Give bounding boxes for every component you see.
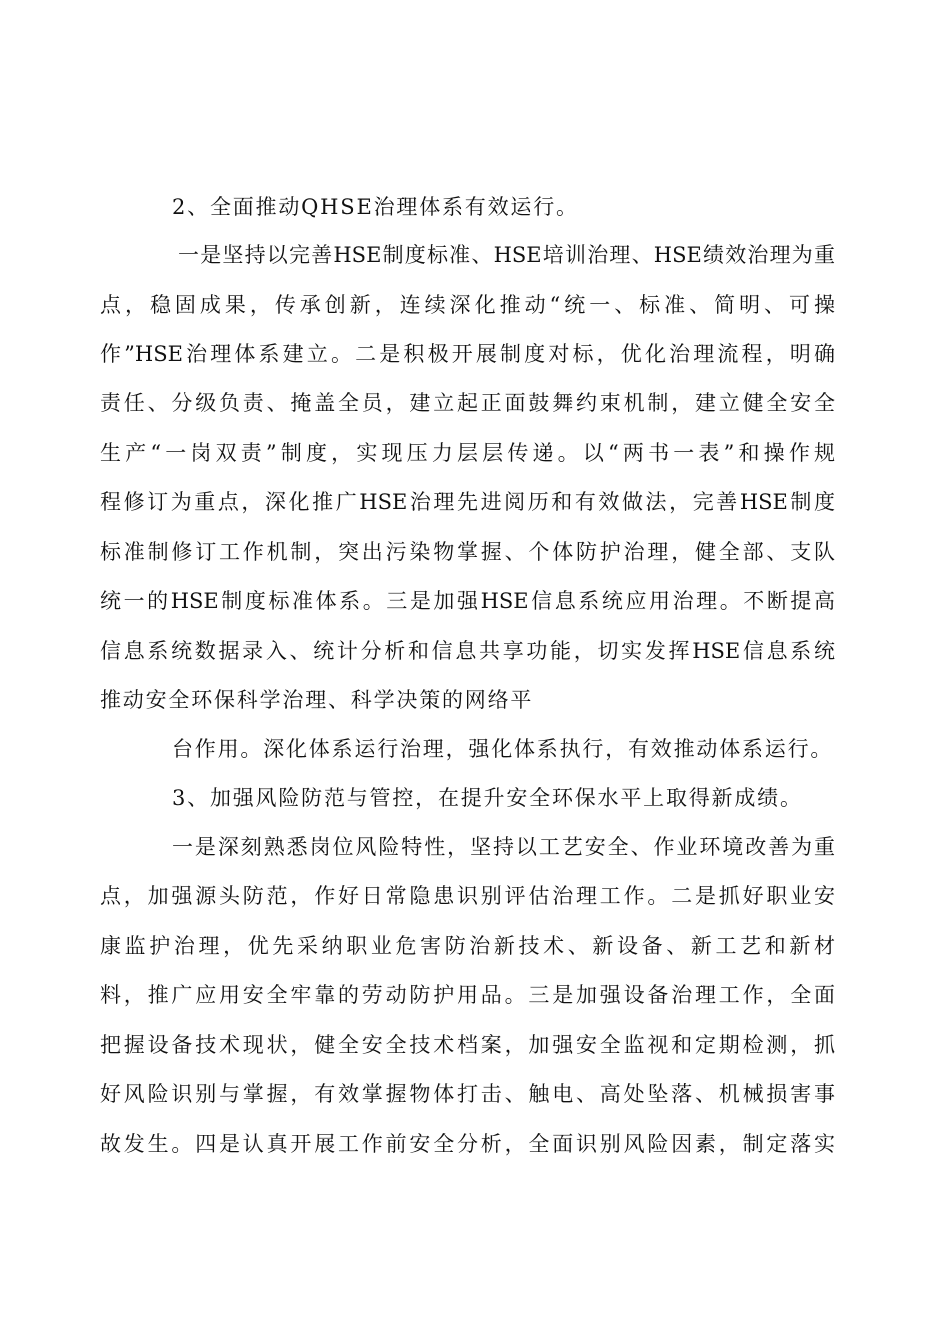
paragraph-line: 把握设备技术现状，健全安全技术档案，加强安全监视和定期检测，抓 xyxy=(100,1033,835,1057)
paragraph-line: 推动安全环保科学治理、科学决策的网络平 xyxy=(100,688,534,712)
paragraph-line: 料，推广应用安全牢靠的劳动防护用品。三是加强设备治理工作，全面 xyxy=(100,983,835,1007)
paragraph-line: 生产“一岗双责”制度，实现压力层层传递。以“两书一表”和操作规 xyxy=(100,441,835,465)
paragraph-line: 点，稳固成果，传承创新，连续深化推动“统一、标准、简明、可操 xyxy=(100,293,835,317)
paragraph-line: 康监护治理，优先采纳职业危害防治新技术、新设备、新工艺和新材 xyxy=(100,934,835,958)
paragraph-continuation: 台作用。深化体系运行治理，强化体系执行，有效推动体系运行。 xyxy=(172,737,834,761)
paragraph-line: 程修订为重点，深化推广HSE治理先进阅历和有效做法，完善HSE制度 xyxy=(100,490,835,514)
paragraph-line: 故发生。四是认真开展工作前安全分析，全面识别风险因素，制定落实 xyxy=(100,1132,835,1156)
paragraph-line: 责任、分级负责、掩盖全员，建立起正面鼓舞约束机制，建立健全安全 xyxy=(100,391,835,415)
paragraph-line: 标准制修订工作机制，突出污染物掌握、个体防护治理，健全部、支队 xyxy=(100,540,835,564)
paragraph-line: 作”HSE治理体系建立。二是积极开展制度对标，优化治理流程，明确 xyxy=(100,342,835,366)
paragraph-line: 一是坚持以完善HSE制度标准、HSE培训治理、HSE绩效治理为重 xyxy=(178,243,835,267)
paragraph-line: 点，加强源头防范，作好日常隐患识别评估治理工作。二是抓好职业安 xyxy=(100,884,835,908)
section-heading-3: 3、加强风险防范与管控，在提升安全环保水平上取得新成绩。 xyxy=(172,786,803,810)
section-heading-2: 2、全面推动QHSE治理体系有效运行。 xyxy=(172,195,579,219)
paragraph-line: 好风险识别与掌握，有效掌握物体打击、触电、高处坠落、机械损害事 xyxy=(100,1082,835,1106)
paragraph-line: 信息系统数据录入、统计分析和信息共享功能，切实发挥HSE信息系统 xyxy=(100,639,835,663)
paragraph-line: 一是深刻熟悉岗位风险特性，坚持以工艺安全、作业环境改善为重 xyxy=(172,835,835,859)
paragraph-line: 统一的HSE制度标准体系。三是加强HSE信息系统应用治理。不断提高 xyxy=(100,589,835,613)
